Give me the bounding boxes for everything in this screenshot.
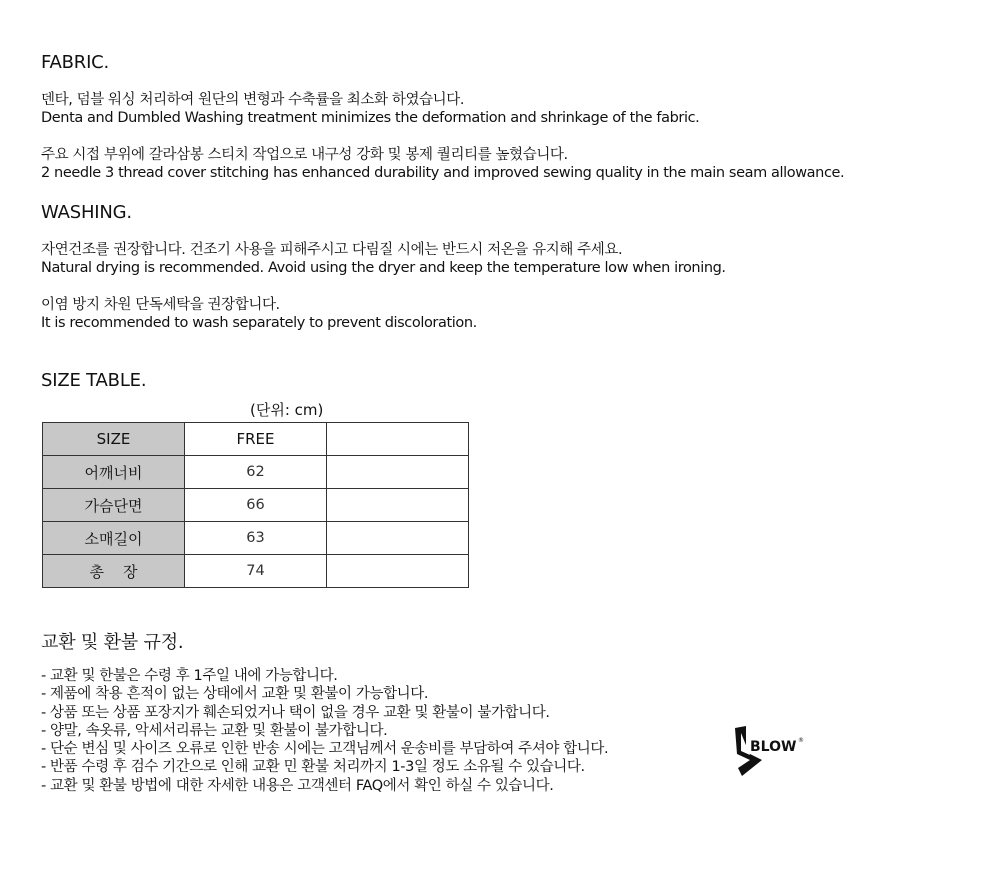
list-item: - 상품 또는 상품 포장지가 훼손되었거나 택이 없을 경우 교환 및 환불이 불가합니다. <box>41 704 550 721</box>
washing-line-en-2: It is recommended to wash separately to prevent discoloration. <box>41 315 477 331</box>
table-row <box>43 555 469 588</box>
washing-title: WASHING. <box>41 202 132 223</box>
exchange-title: 교환 및 환불 규정. <box>41 632 184 653</box>
table-row <box>43 489 469 522</box>
row-value-sleeve: 63 <box>185 522 327 555</box>
logo-registered-mark: ® <box>798 737 804 744</box>
header-empty-cell <box>327 423 469 456</box>
washing-line-en-1: Natural drying is recommended. Avoid using the dryer and keep the temperature low when ironing. <box>41 260 726 276</box>
row-extra-chest <box>327 489 469 522</box>
size-table-title: SIZE TABLE. <box>41 370 147 391</box>
row-label-chest: 가슴단면 <box>43 489 185 522</box>
fabric-line-en-1: Denta and Dumbled Washing treatment minimizes the deformation and shrinkage of the fabric. <box>41 110 700 126</box>
exchange-rules-list <box>41 667 608 795</box>
fabric-line-en-2: 2 needle 3 thread cover stitching has enhanced durability and improved sewing quality in the main seam allowance. <box>41 165 845 181</box>
row-extra-sleeve <box>327 522 469 555</box>
fabric-title: FABRIC. <box>41 52 110 73</box>
row-value-chest: 66 <box>185 489 327 522</box>
row-extra-shoulder <box>327 456 469 489</box>
washing-line-ko-1: 자연건조를 권장합니다. 건조기 사용을 피해주시고 다림질 시에는 반드시 저온을 유지해 주세요. <box>41 242 623 258</box>
header-free-label: FREE <box>185 423 327 456</box>
blow-logo-icon <box>732 724 812 780</box>
size-table <box>42 422 469 588</box>
row-label-length: 총 장 <box>43 555 185 588</box>
list-item: - 양말, 속옷류, 악세서리류는 교환 및 환불이 불가합니다. <box>41 722 388 739</box>
logo-text: BLOW <box>750 739 797 755</box>
list-item: - 교환 및 한불은 수령 후 1주일 내에 가능합니다. <box>41 668 338 684</box>
blow-logo <box>732 724 812 780</box>
table-row <box>43 456 469 489</box>
size-table-unit: (단위: cm) <box>250 401 324 419</box>
row-label-shoulder: 어깨너비 <box>43 456 185 489</box>
table-header-row <box>43 423 469 456</box>
fabric-line-ko-2: 주요 시접 부위에 갈라삼봉 스티치 작업으로 내구성 강화 및 봉제 퀄리티를 높혔습니다. <box>41 147 568 163</box>
row-label-sleeve: 소매길이 <box>43 522 185 555</box>
table-row <box>43 522 469 555</box>
row-value-shoulder: 62 <box>185 456 327 489</box>
list-item: - 제품에 착용 흔적이 없는 상태에서 교환 및 환불이 가능합니다. <box>41 686 429 703</box>
header-size-label: SIZE <box>43 423 185 456</box>
list-item: - 교환 및 환불 방법에 대한 자세한 내용은 고객센터 FAQ에서 확인 하실 수 있습니다. <box>41 777 554 794</box>
row-extra-length <box>327 555 469 588</box>
list-item: - 단순 변심 및 사이즈 오류로 인한 반송 시에는 고객님께서 운송비를 부담하여 주셔야 합니다. <box>41 741 609 758</box>
washing-line-ko-2: 이염 방지 차원 단독세탁을 권장합니다. <box>41 297 280 313</box>
row-value-length: 74 <box>185 555 327 588</box>
list-item: - 반품 수령 후 검수 기간으로 인해 교환 민 환불 처리까지 1-3일 정도 소유될 수 있습니다. <box>41 759 585 776</box>
fabric-line-ko-1: 덴타, 덤블 워싱 처리하여 원단의 변형과 수축률을 최소화 하였습니다. <box>41 92 465 108</box>
